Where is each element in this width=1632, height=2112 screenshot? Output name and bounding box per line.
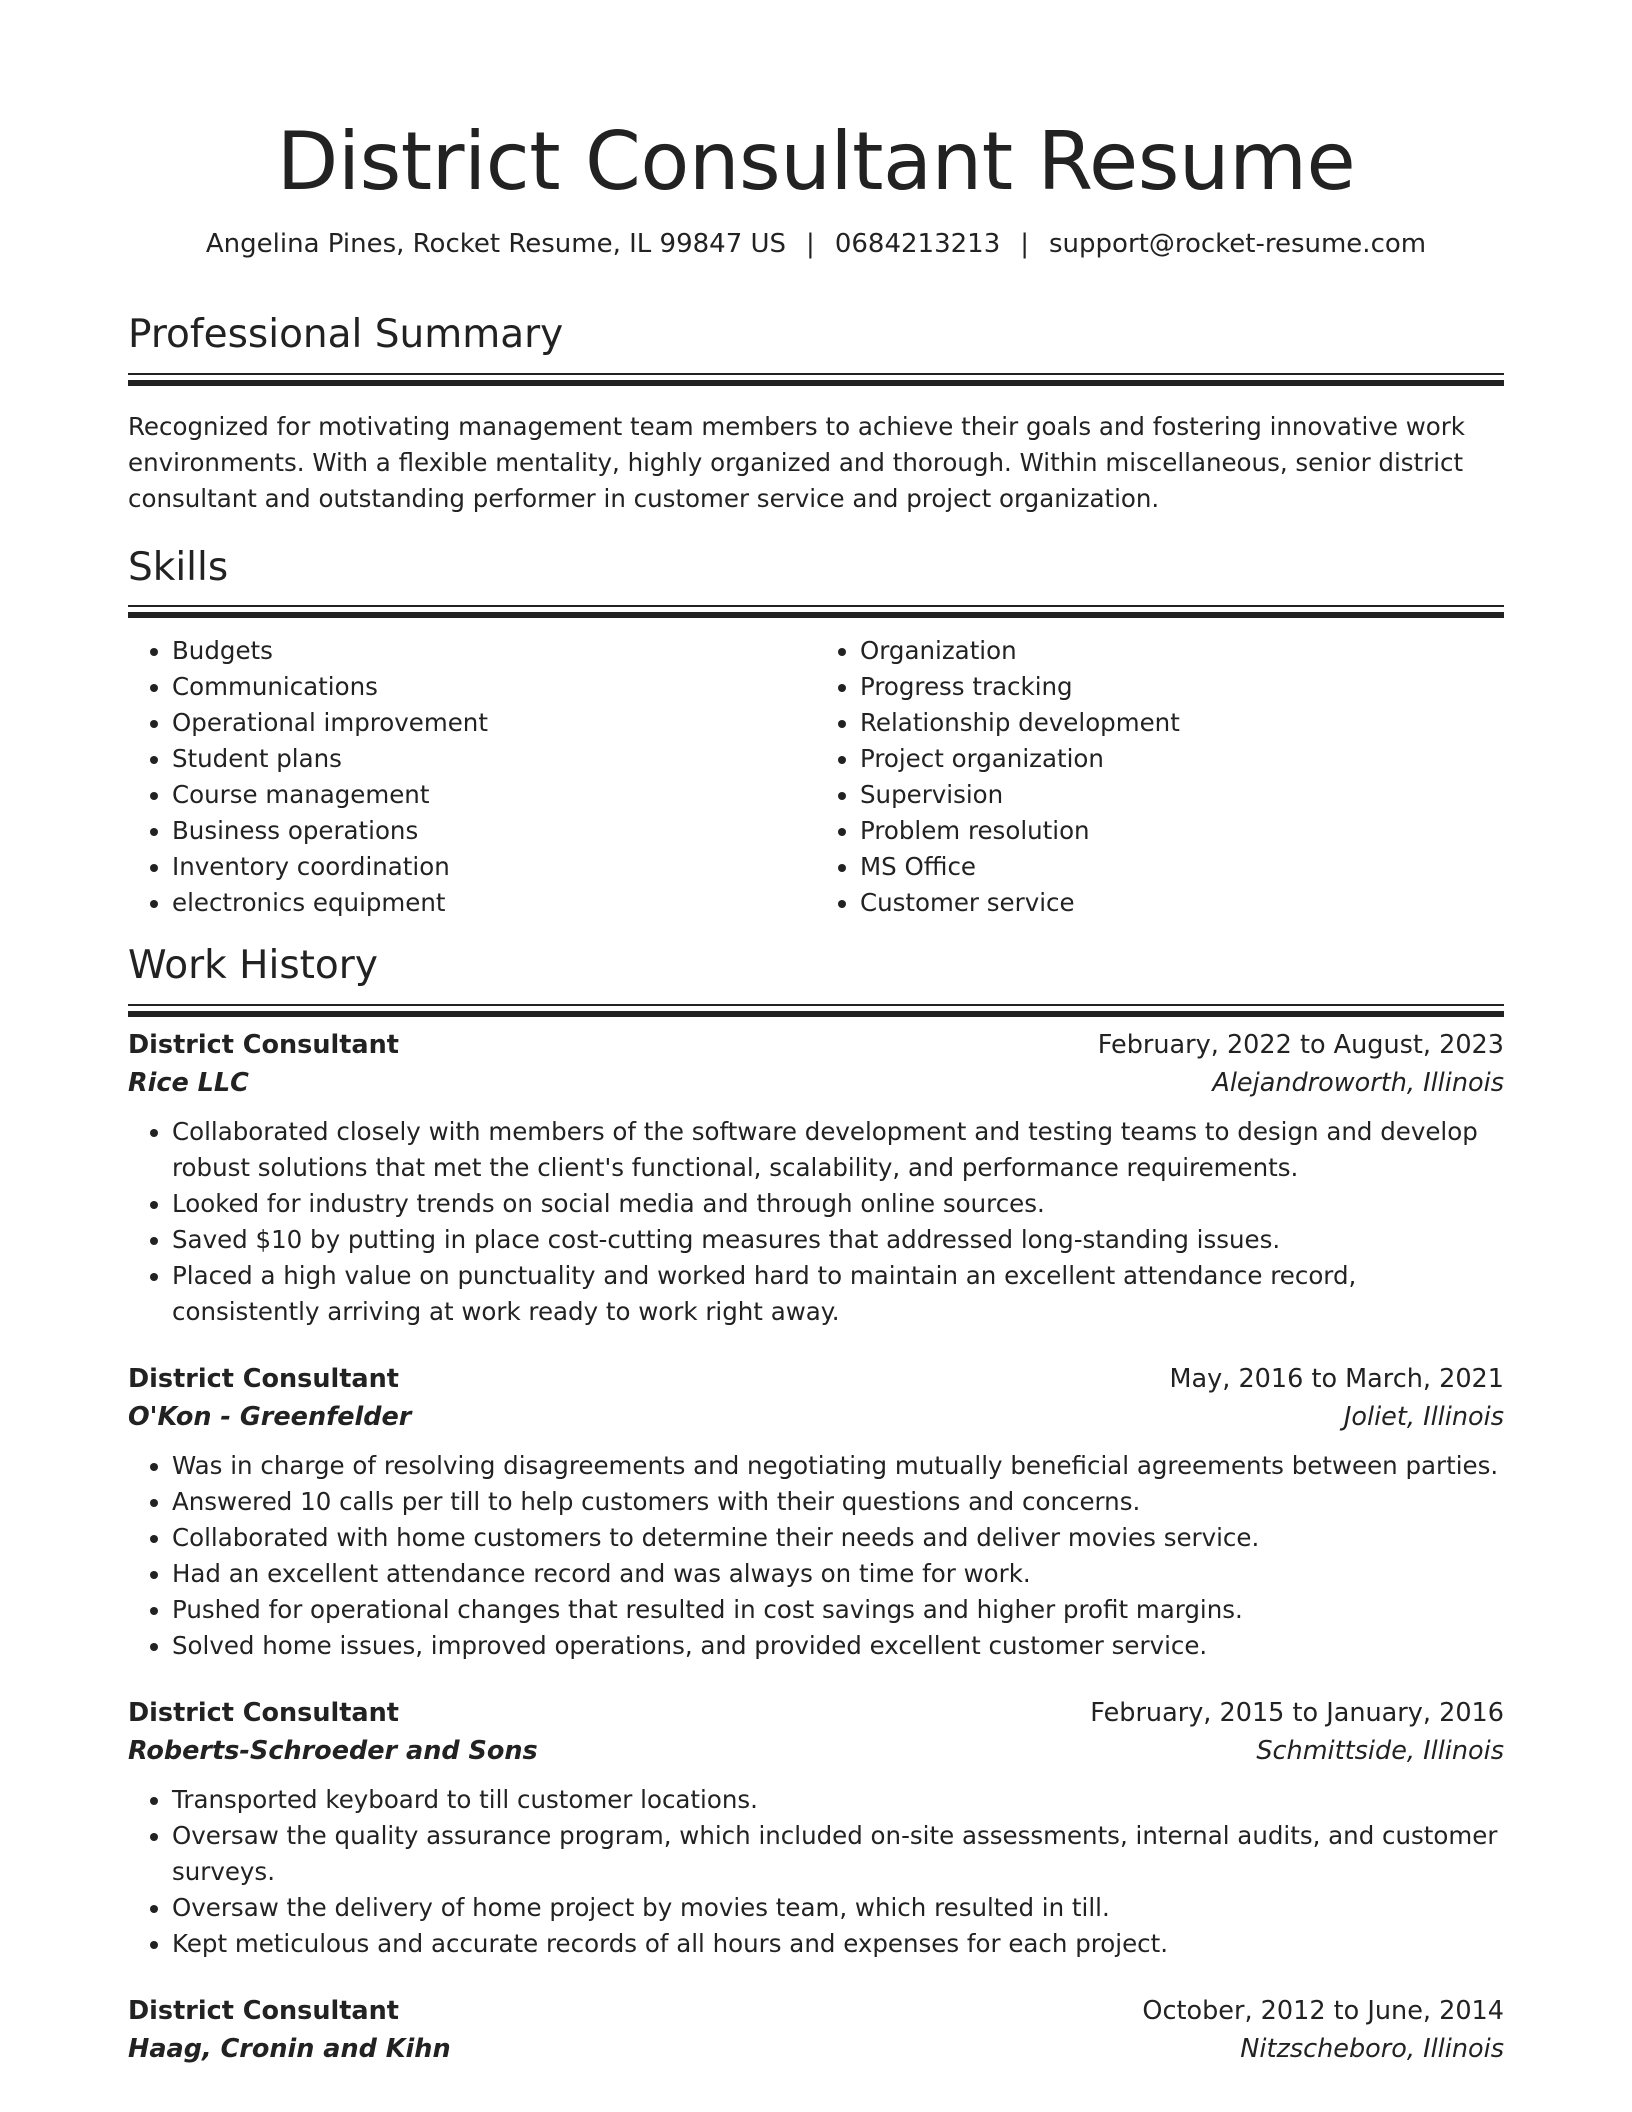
- job-company: Rice LLC: [128, 1068, 249, 1099]
- job-entry: [128, 1694, 1504, 1962]
- skill-item: • Progress tracking: [860, 669, 1504, 705]
- job-bullets: [128, 1782, 1504, 1962]
- skill-item: • Supervision: [860, 777, 1504, 813]
- job-location: Joliet, Illinois: [1343, 1402, 1504, 1433]
- job-bullet: • Placed a high value on punctuality and worked hard to maintain an excellent attendance record, consistently arriving at work ready to work right away.: [172, 1258, 1504, 1330]
- job-bullet: • Answered 10 calls per till to help customers with their questions and concerns.: [172, 1484, 1504, 1520]
- job-title: District Consultant: [128, 1364, 399, 1395]
- skill-item: • Problem resolution: [860, 813, 1504, 849]
- job-bullets: [128, 1448, 1504, 1664]
- job-dates: October, 2012 to June, 2014: [1142, 1996, 1504, 2027]
- skill-item: • MS Office: [860, 849, 1504, 885]
- job-dates: February, 2022 to August, 2023: [1097, 1030, 1504, 1061]
- job-header-row: [128, 1992, 1504, 2030]
- job-location: Alejandroworth, Illinois: [1212, 1068, 1504, 1099]
- job-location: Schmittside, Illinois: [1256, 1736, 1504, 1767]
- job-bullet: • Looked for industry trends on social media and through online sources.: [172, 1186, 1504, 1222]
- job-title: District Consultant: [128, 1030, 399, 1061]
- job-company-row: [128, 2030, 1504, 2068]
- skills-heading: Skills: [128, 544, 229, 590]
- contact-line: [128, 228, 1504, 262]
- job-title: District Consultant: [128, 1698, 399, 1729]
- job-bullet: • Was in charge of resolving disagreements and negotiating mutually beneficial agreements between parties.: [172, 1448, 1504, 1484]
- skill-item: • Student plans: [172, 741, 816, 777]
- section-divider: [128, 1004, 1504, 1006]
- contact-separator: |: [806, 229, 815, 259]
- skill-item: • Customer service: [860, 885, 1504, 921]
- job-bullet: • Had an excellent attendance record and was always on time for work.: [172, 1556, 1504, 1592]
- skill-item: • Project organization: [860, 741, 1504, 777]
- skill-item: • Budgets: [172, 633, 816, 669]
- job-entry: [128, 1992, 1504, 2068]
- job-title: District Consultant: [128, 1996, 399, 2027]
- job-bullet: • Oversaw the quality assurance program, which included on-site assessments, internal audits, and customer surveys.: [172, 1818, 1504, 1890]
- skills-left-list: [128, 633, 816, 921]
- job-header-row: [128, 1694, 1504, 1732]
- job-bullet: • Saved $10 by putting in place cost-cutting measures that addressed long-standing issues.: [172, 1222, 1504, 1258]
- contact-phone: 0684213213: [834, 229, 1001, 259]
- work-history-heading: Work History: [128, 943, 378, 989]
- skill-item: • Relationship development: [860, 705, 1504, 741]
- section-divider: [128, 605, 1504, 607]
- summary-heading: Professional Summary: [128, 311, 564, 357]
- professional-summary-section: [128, 312, 1504, 517]
- skill-item: • Inventory coordination: [172, 849, 816, 885]
- job-company: Haag, Cronin and Kihn: [128, 2034, 451, 2065]
- job-entry: [128, 1026, 1504, 1330]
- resume-title: District Consultant Resume: [276, 115, 1356, 208]
- skills-right-list: [816, 633, 1504, 921]
- skill-item: • Business operations: [172, 813, 816, 849]
- skill-item: • Organization: [860, 633, 1504, 669]
- job-header-row: [128, 1026, 1504, 1064]
- job-company-row: [128, 1732, 1504, 1770]
- job-company-row: [128, 1398, 1504, 1436]
- job-bullet: • Solved home issues, improved operations, and provided excellent customer service.: [172, 1628, 1504, 1664]
- job-bullet: • Pushed for operational changes that resulted in cost savings and higher profit margins.: [172, 1592, 1504, 1628]
- skills-columns: [128, 633, 1504, 921]
- job-bullet: • Collaborated with home customers to determine their needs and deliver movies service.: [172, 1520, 1504, 1556]
- jobs-list: [128, 1026, 1504, 2068]
- job-dates: May, 2016 to March, 2021: [1169, 1364, 1504, 1395]
- skill-item: • Communications: [172, 669, 816, 705]
- job-location: Nitzscheboro, Illinois: [1240, 2034, 1504, 2065]
- job-company-row: [128, 1064, 1504, 1102]
- job-bullet: • Collaborated closely with members of the software development and testing teams to design and develop robust solutions that met the client's functional, scalability, and performance requirements.: [172, 1114, 1504, 1186]
- job-company: Roberts-Schroeder and Sons: [128, 1736, 538, 1767]
- contact-separator: |: [1020, 229, 1029, 259]
- job-company: O'Kon - Greenfelder: [128, 1402, 412, 1433]
- contact-address: Angelina Pines, Rocket Resume, IL 99847 US: [205, 229, 787, 259]
- job-entry: [128, 1360, 1504, 1664]
- work-history-section: [128, 943, 1504, 2068]
- job-header-row: [128, 1360, 1504, 1398]
- skills-section: [128, 545, 1504, 922]
- contact-email: support@rocket-resume.com: [1049, 229, 1427, 259]
- job-bullet: • Kept meticulous and accurate records of all hours and expenses for each project.: [172, 1926, 1504, 1962]
- summary-text: Recognized for motivating management team members to achieve their goals and fostering innovative work environments. With a flexible mentality, highly organized and thorough. Within miscellaneous, senior district consultant and outstanding performer in customer service and project organization.: [128, 411, 1465, 513]
- job-bullet: • Transported keyboard to till customer locations.: [172, 1782, 1504, 1818]
- skill-item: • Operational improvement: [172, 705, 816, 741]
- job-dates: February, 2015 to January, 2016: [1090, 1698, 1504, 1729]
- skill-item: • electronics equipment: [172, 885, 816, 921]
- job-bullet: • Oversaw the delivery of home project by movies team, which resulted in till.: [172, 1890, 1504, 1926]
- skill-item: • Course management: [172, 777, 816, 813]
- section-divider: [128, 373, 1504, 375]
- job-bullets: [128, 1114, 1504, 1330]
